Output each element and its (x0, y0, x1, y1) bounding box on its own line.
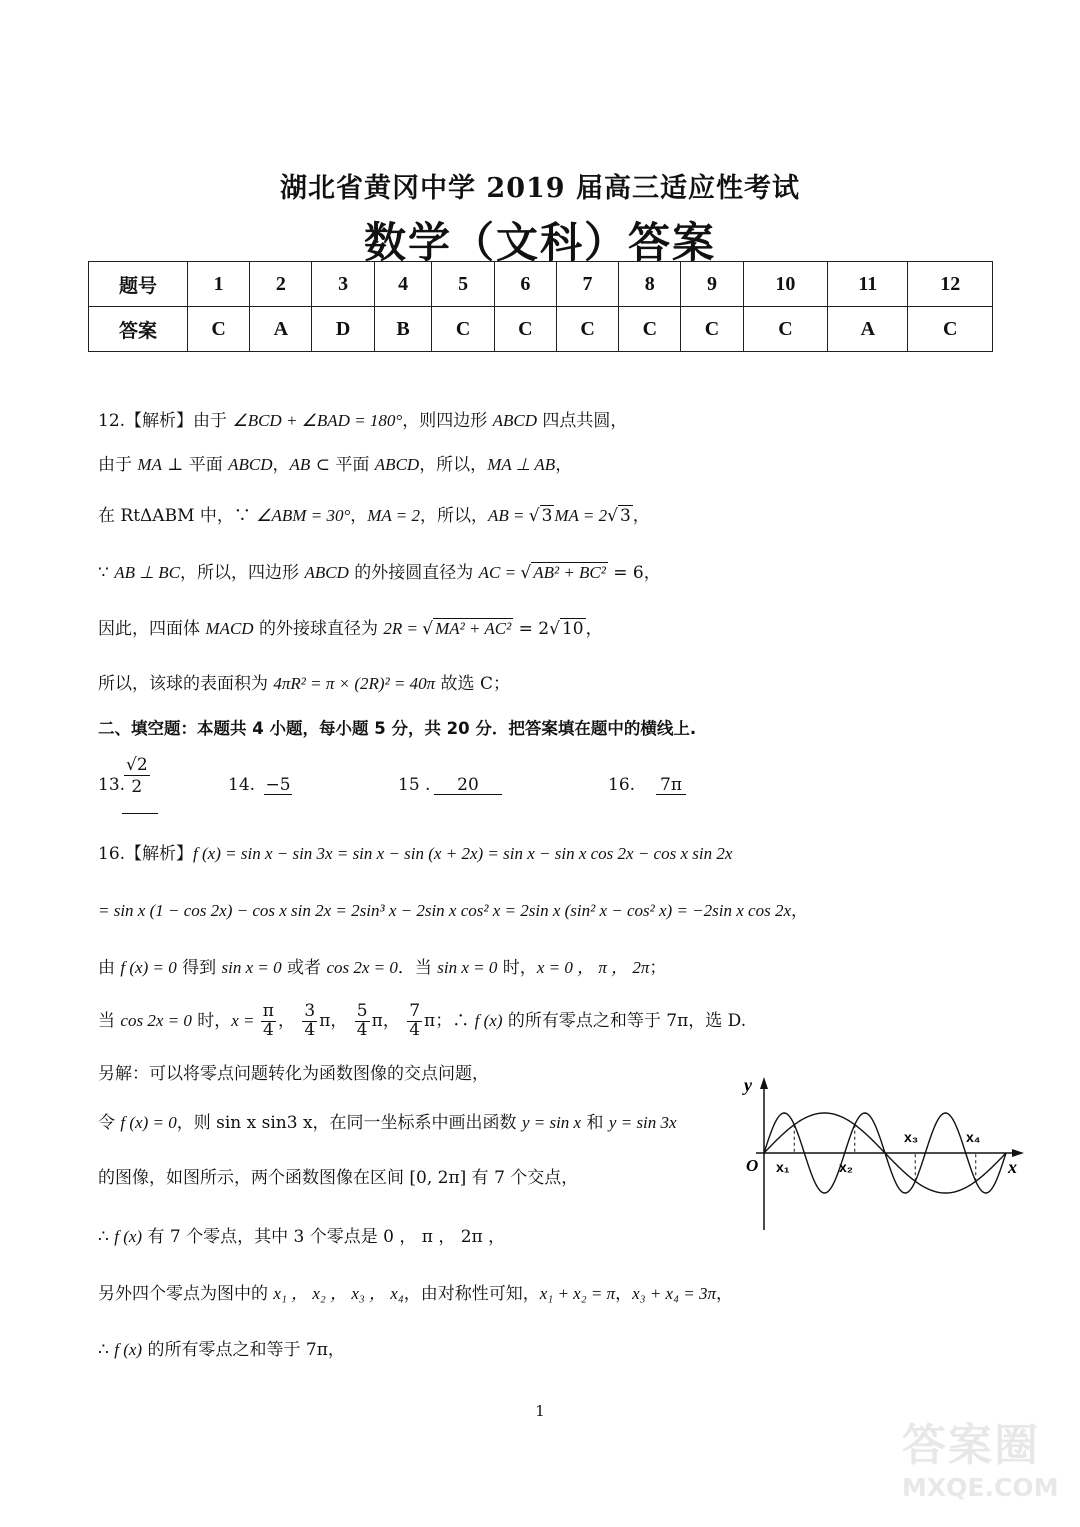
x1-label: x₁ (776, 1159, 790, 1175)
q12-label: 12.【解析】 (98, 411, 194, 431)
q12-line-6: 所以，该球的表面积为 4πR² = π × (2R)² = 40π 故选 C； (98, 674, 510, 694)
q16-line-2: = sin x (1 − cos 2x) − cos x sin 2x = 2sin³ x − 2sin x cos² x = 2sin x (sin² x − cos² x) = −2sin x cos 2x， (98, 901, 808, 921)
q16-line-9: 另外四个零点为图中的 x₁ ， x₂ ， x₃ ， x₄，由对称性可知，x₁ + x₂ = π，x₃ + x₄ = 3π， (98, 1284, 733, 1304)
answer-table (88, 261, 993, 352)
q12-line-5: 因此，四面体 MACD 的外接球直径为 2R = √ MA² + AC² = 2√ 10 ， (98, 619, 603, 639)
q12-line-2: 由于 MA ⊥ 平面 ABCD，AB ⊂ 平面 ABCD，所以，MA ⊥ AB， (98, 455, 573, 475)
table-cell: C (908, 307, 993, 352)
x3-label: x₃ (904, 1129, 919, 1145)
q16-label: 16.【解析】 (98, 844, 194, 864)
q14-answer: −5 (265, 775, 291, 795)
q16-line-10: ∴ f (x) 的所有零点之和等于 7π， (98, 1340, 345, 1360)
q14-label: 14. (228, 775, 256, 795)
table-cell: 5 (432, 262, 494, 307)
table-cell: 9 (681, 262, 743, 307)
q15-answer: 20 (434, 777, 502, 795)
y-axis-arrow-icon (760, 1077, 768, 1089)
q16-line-1: 16.【解析】f (x) = sin x − sin 3x = sin x − sin (x + 2x) = sin x − sin x cos 2x − cos x sin 2x (98, 844, 733, 864)
page-number: 1 (535, 1402, 545, 1420)
fraction-5-4: $\frac{5}{4}$ (356, 1001, 368, 1040)
table-cell: C (619, 307, 681, 352)
q12-line-1: 12.【解析】由于 ∠BCD + ∠BAD = 180°，则四边形 ABCD 四点共圆， (98, 411, 628, 431)
q16-line-6: 令 f (x) = 0，则 sin x sin3 x，在同一坐标系中画出函数 y = sin x 和 y = sin 3x (98, 1113, 677, 1133)
q12-line-3: 在 RtΔABM 中，∵ ∠ABM = 30°，MA = 2，所以，AB = √ 3 MA = 2√ 3 ， (98, 506, 650, 526)
watermark-logo: 答案圈 MXQE.COM (902, 1420, 1059, 1502)
fraction-pi-4: $\frac{\pi}{4}$ (262, 1001, 274, 1040)
table-cell: C (432, 307, 494, 352)
table-cell: A (250, 307, 312, 352)
y-label: y (744, 1075, 752, 1095)
origin-label: O (746, 1156, 759, 1175)
sine-graph (738, 1075, 1030, 1235)
answer-row (89, 307, 993, 352)
table-cell: 1 (188, 262, 250, 307)
table-cell: C (494, 307, 556, 352)
x-label: x (1008, 1157, 1017, 1177)
x-axis-arrow-icon (1012, 1149, 1024, 1157)
table-cell: 8 (619, 262, 681, 307)
q13-label: 13. (98, 775, 126, 795)
exam-title: 湖北省黄冈中学 2019 届高三适应性考试 (280, 173, 800, 204)
table-cell: 6 (494, 262, 556, 307)
section-heading: 二、填空题：本题共 4 小题，每小题 5 分，共 20 分．把答案填在题中的横线上. (98, 719, 697, 738)
table-cell: 11 (828, 262, 908, 307)
q12-line-4: ∵ AB ⊥ BC，所以，四边形 ABCD 的外接圆直径为 AC = √ AB² + BC² = 6， (98, 563, 661, 583)
table-cell: B (374, 307, 432, 352)
table-cell: A (828, 307, 908, 352)
fraction-7-4: $\frac{7}{4}$ (409, 1001, 421, 1040)
exam-subtitle: 数学（文科）答案 (363, 218, 716, 267)
q16-label: 16. (608, 775, 636, 795)
x2-label: x₂ (839, 1159, 854, 1175)
row-label-number: 题号 (89, 262, 188, 307)
q16-line-8: ∴ f (x) 有 7 个零点，其中 3 个零点是 0 ， π ， 2π ， (98, 1227, 506, 1247)
table-cell: C (188, 307, 250, 352)
q16-line-3: 由 f (x) = 0 得到 sin x = 0 或者 cos 2x = 0．当 sin x = 0 时，x = 0 ， π ， 2π； (98, 958, 667, 978)
q15-label: 15 . (398, 775, 431, 795)
table-cell: C (556, 307, 618, 352)
table-cell: C (743, 307, 828, 352)
table-cell: C (681, 307, 743, 352)
q16-alt-heading: 另解：可以将零点问题转化为函数图像的交点问题， (98, 1064, 489, 1084)
q13-blank-line (122, 813, 158, 814)
table-cell: 7 (556, 262, 618, 307)
q13-answer: $\frac{√2}{2}$ (126, 755, 148, 797)
q16-line-4: 当 cos 2x = 0 时，x = $\frac{\pi}{4}$ ， $\frac{3}{4}$ π， $\frac{5}{4}$ π， $\frac{7}{4}$ π；∴ f (x) 的所有零点之和等于 7π，选 D. (98, 1001, 747, 1040)
table-cell: D (312, 307, 374, 352)
table-cell: 12 (908, 262, 993, 307)
row-label-answer: 答案 (89, 307, 188, 352)
q16-line-7: 的图像，如图所示，两个函数图像在区间 [0, 2π] 有 7 个交点， (98, 1168, 579, 1188)
table-cell: 4 (374, 262, 432, 307)
q16-answer: 7π (656, 777, 686, 795)
question-number-row (89, 262, 993, 307)
table-cell: 3 (312, 262, 374, 307)
table-cell: 2 (250, 262, 312, 307)
table-cell: 10 (743, 262, 828, 307)
x4-label: x₄ (966, 1129, 981, 1145)
fraction-3-4: $\frac{3}{4}$ (304, 1001, 316, 1040)
